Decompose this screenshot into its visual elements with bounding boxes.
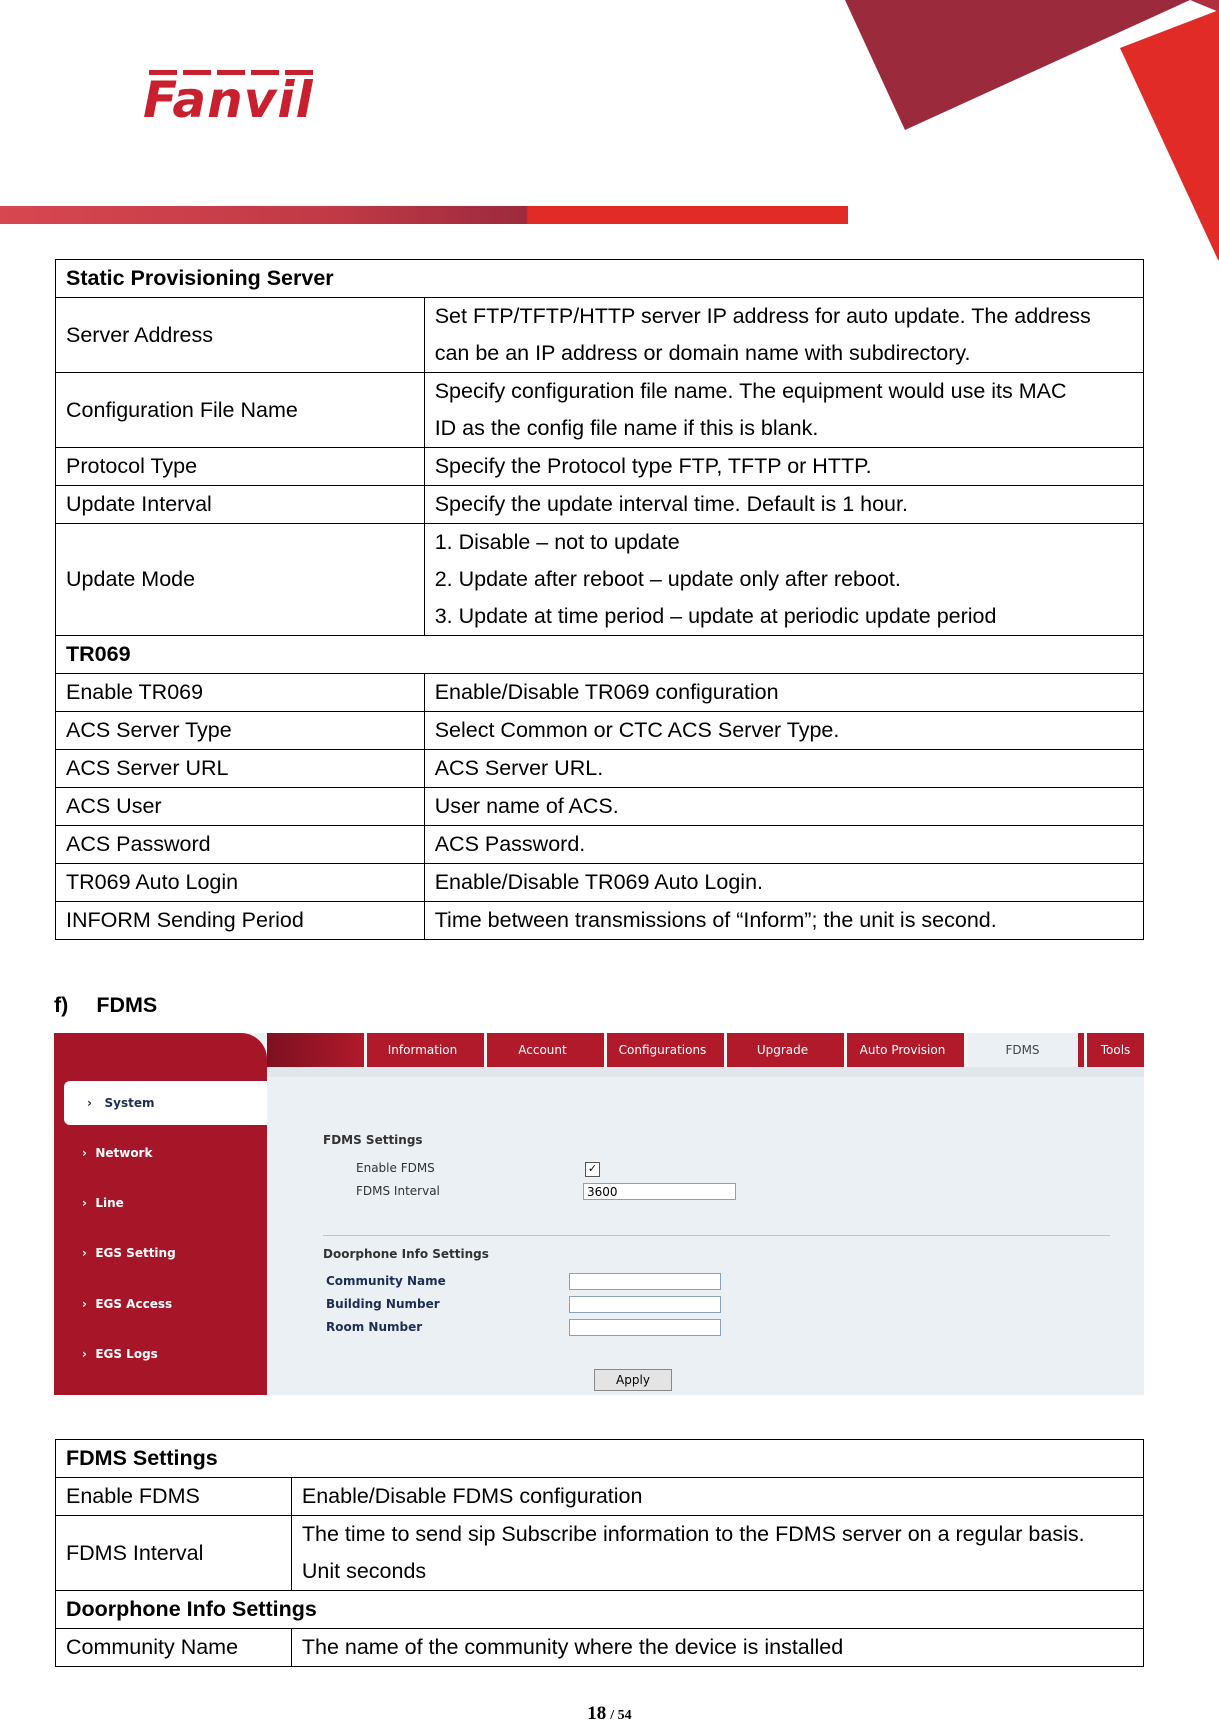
table-row bbox=[56, 674, 1144, 712]
apply-button[interactable]: Apply bbox=[594, 1369, 672, 1391]
table-row bbox=[56, 524, 1144, 636]
param-desc: Select Common or CTC ACS Server Type. bbox=[424, 712, 1143, 750]
table-row bbox=[56, 826, 1144, 864]
tab-fdms[interactable]: FDMS bbox=[964, 1033, 1078, 1067]
table-row bbox=[56, 1478, 1144, 1516]
param-desc: Enable/Disable TR069 Auto Login. bbox=[424, 864, 1143, 902]
param-desc: Specify the update interval time. Default is 1 hour. bbox=[424, 486, 1143, 524]
param-name: Update Mode bbox=[56, 524, 425, 636]
param-desc: ACS Server URL. bbox=[424, 750, 1143, 788]
building-number-label: Building Number bbox=[326, 1297, 440, 1311]
community-name-label: Community Name bbox=[326, 1274, 446, 1288]
tab-tools[interactable]: Tools bbox=[1084, 1033, 1144, 1067]
section-row-doorphone bbox=[56, 1591, 1144, 1629]
sidebar-item-egs-setting[interactable]: › EGS Setting bbox=[82, 1246, 176, 1260]
section-row-fdms bbox=[56, 1440, 1144, 1478]
section-row-tr069 bbox=[56, 636, 1144, 674]
sidebar bbox=[54, 1033, 267, 1395]
tab-strip-left bbox=[267, 1033, 364, 1067]
tab-upgrade[interactable]: Upgrade bbox=[724, 1033, 838, 1067]
header-red-bar bbox=[0, 206, 848, 224]
table-row bbox=[56, 448, 1144, 486]
param-desc: Set FTP/TFTP/HTTP server IP address for auto update. The address can be an IP address or domain name with subdirectory. bbox=[424, 298, 1143, 373]
provisioning-table bbox=[55, 259, 1144, 940]
table-row bbox=[56, 373, 1144, 448]
page-total: / 54 bbox=[610, 1708, 632, 1723]
table-row bbox=[56, 788, 1144, 826]
page-number bbox=[0, 1703, 1219, 1725]
param-desc: Enable/Disable TR069 configuration bbox=[424, 674, 1143, 712]
table-row bbox=[56, 864, 1144, 902]
param-desc: 1. Disable – not to update 2. Update after reboot – update only after reboot. 3. Update at time period – update at periodic update period bbox=[424, 524, 1143, 636]
table-row bbox=[56, 298, 1144, 373]
right-triangle-red bbox=[1120, 10, 1219, 260]
fdms-screenshot bbox=[54, 1033, 1144, 1395]
room-number-label: Room Number bbox=[326, 1320, 423, 1334]
top-triangle-corner bbox=[1190, 0, 1219, 12]
param-name: Configuration File Name bbox=[56, 373, 425, 448]
table-row bbox=[56, 486, 1144, 524]
section-title: Static Provisioning Server bbox=[56, 260, 1144, 298]
param-name: ACS Password bbox=[56, 826, 425, 864]
sidebar-item-egs-access[interactable]: › EGS Access bbox=[82, 1297, 173, 1311]
sidebar-item-line[interactable]: › Line bbox=[82, 1196, 124, 1210]
param-name: Community Name bbox=[56, 1629, 292, 1667]
section-divider bbox=[323, 1235, 1110, 1236]
param-desc: Specify configuration file name. The equipment would use its MAC ID as the config file name if this is blank. bbox=[424, 373, 1143, 448]
param-name: Enable TR069 bbox=[56, 674, 425, 712]
section-row-static bbox=[56, 260, 1144, 298]
param-name: INFORM Sending Period bbox=[56, 902, 425, 940]
param-name: TR069 Auto Login bbox=[56, 864, 425, 902]
sidebar-item-egs-logs[interactable]: › EGS Logs bbox=[82, 1347, 158, 1361]
fanvil-logo bbox=[143, 62, 343, 132]
building-number-input[interactable] bbox=[569, 1296, 721, 1313]
param-desc: The name of the community where the device is installed bbox=[291, 1629, 1143, 1667]
fdms-interval-input[interactable]: 3600 bbox=[583, 1183, 736, 1200]
param-desc: Specify the Protocol type FTP, TFTP or HTTP. bbox=[424, 448, 1143, 486]
logo-text: Fanvil bbox=[143, 71, 314, 122]
sidebar-item-system[interactable]: › System bbox=[87, 1096, 155, 1110]
param-name: FDMS Interval bbox=[56, 1516, 292, 1591]
section-title: FDMS bbox=[96, 993, 158, 1017]
doorphone-info-title: Doorphone Info Settings bbox=[323, 1247, 489, 1261]
tab-information[interactable]: Information bbox=[364, 1033, 478, 1067]
table-row bbox=[56, 902, 1144, 940]
param-desc: ACS Password. bbox=[424, 826, 1143, 864]
community-name-input[interactable] bbox=[569, 1273, 721, 1290]
param-name: ACS Server Type bbox=[56, 712, 425, 750]
section-title: FDMS Settings bbox=[56, 1440, 1144, 1478]
table-row bbox=[56, 1516, 1144, 1591]
param-name: Update Interval bbox=[56, 486, 425, 524]
param-desc: User name of ACS. bbox=[424, 788, 1143, 826]
content-divider-top bbox=[267, 1067, 1144, 1077]
param-name: Server Address bbox=[56, 298, 425, 373]
param-desc: Enable/Disable FDMS configuration bbox=[291, 1478, 1143, 1516]
param-name: ACS Server URL bbox=[56, 750, 425, 788]
fdms-interval-label: FDMS Interval bbox=[356, 1184, 440, 1198]
page-current: 18 bbox=[587, 1703, 607, 1724]
section-number: f) bbox=[54, 993, 69, 1017]
enable-fdms-checkbox[interactable]: ✓ bbox=[585, 1162, 600, 1177]
param-desc: The time to send sip Subscribe information to the FDMS server on a regular basis. Unit seconds bbox=[291, 1516, 1143, 1591]
tab-strip bbox=[272, 1033, 1144, 1067]
sidebar-item-network[interactable]: › Network bbox=[82, 1146, 153, 1160]
fdms-settings-title: FDMS Settings bbox=[323, 1133, 423, 1147]
param-name: ACS User bbox=[56, 788, 425, 826]
section-title: Doorphone Info Settings bbox=[56, 1591, 1144, 1629]
param-name: Protocol Type bbox=[56, 448, 425, 486]
tab-account[interactable]: Account bbox=[484, 1033, 598, 1067]
table-row bbox=[56, 712, 1144, 750]
tab-auto-provision[interactable]: Auto Provision bbox=[844, 1033, 958, 1067]
room-number-input[interactable] bbox=[569, 1319, 721, 1336]
section-title: TR069 bbox=[56, 636, 1144, 674]
enable-fdms-label: Enable FDMS bbox=[356, 1161, 435, 1175]
param-name: Enable FDMS bbox=[56, 1478, 292, 1516]
fdms-table bbox=[55, 1439, 1144, 1667]
tab-configurations[interactable]: Configurations bbox=[604, 1033, 718, 1067]
param-desc: Time between transmissions of “Inform”; the unit is second. bbox=[424, 902, 1143, 940]
section-heading bbox=[54, 993, 157, 1018]
table-row bbox=[56, 750, 1144, 788]
logo-graphic bbox=[143, 62, 343, 122]
table-row bbox=[56, 1629, 1144, 1667]
